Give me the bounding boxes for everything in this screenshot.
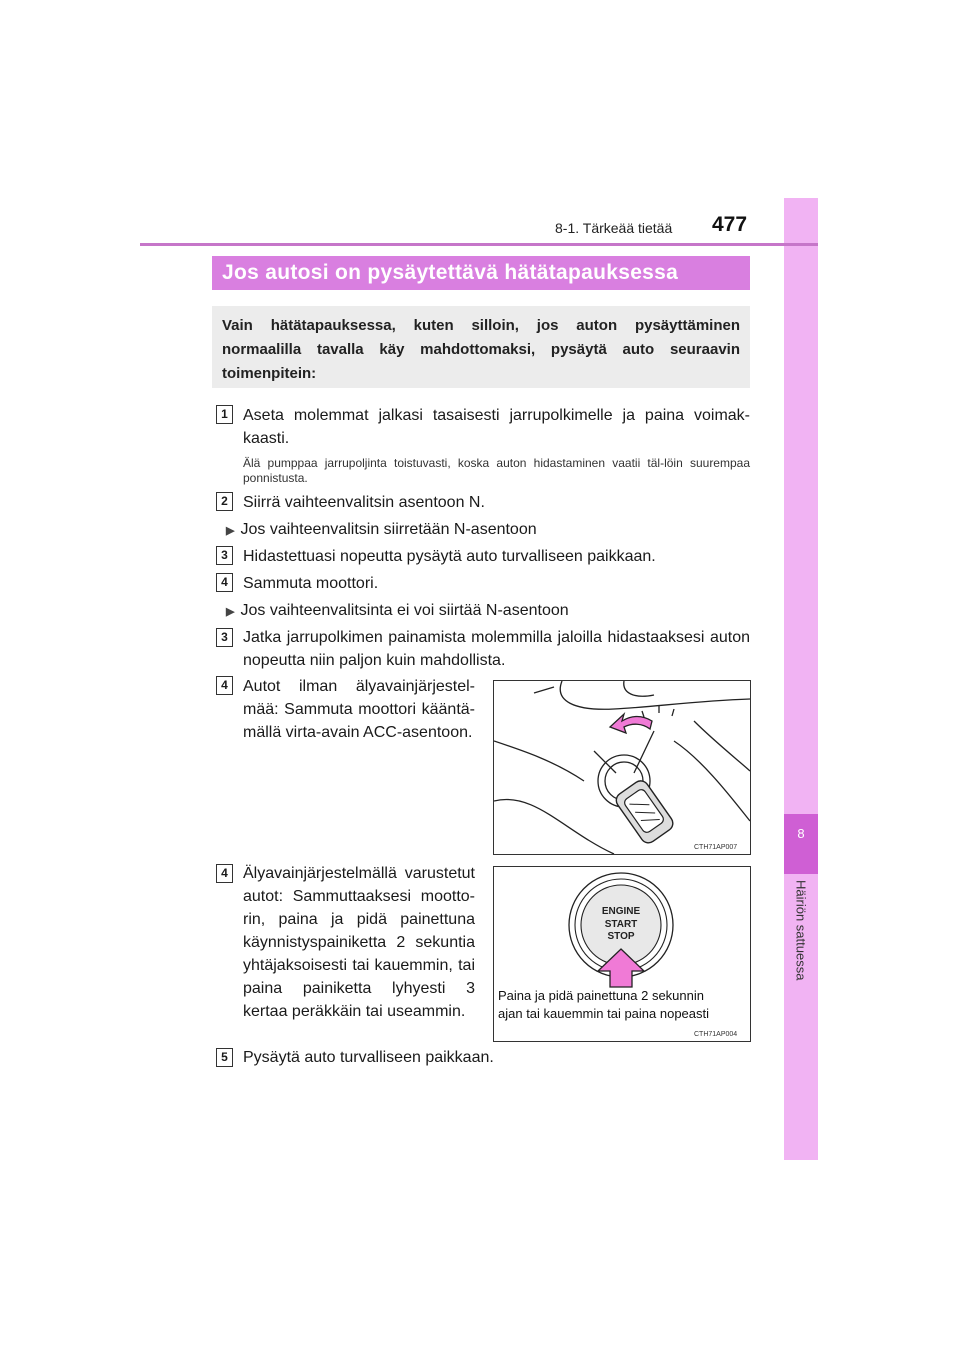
step-text: Aseta molemmat jalkasi tasaisesti jarrupolkimelle ja paina voimak-kaasti. (243, 407, 750, 447)
condition-text: Jos vaihteenvalitsinta ei voi siirtää N-asentoon (240, 602, 569, 619)
step-text: Siirrä vaihteenvalitsin asentoon N. (243, 494, 485, 511)
step-number: 3 (216, 628, 233, 647)
condition-bullet (226, 599, 569, 624)
step-number: 1 (216, 405, 233, 424)
car-key-icon (613, 778, 676, 846)
chapter-label-wrap (784, 880, 818, 1040)
button-text: ENGINE (601, 906, 641, 917)
condition-bullet (226, 518, 537, 543)
section-title: 8-1. Tärkeää tietää (555, 220, 673, 236)
start-button-figure (493, 866, 751, 1042)
triangle-icon: ▶ (226, 606, 235, 618)
figure-caption: Paina ja pidä painettuna 2 sekunnin (498, 988, 704, 1003)
page-number: 477 (712, 213, 748, 236)
intro-box: Vain hätätapauksessa, kuten silloin, jos auton pysäyttäminen normaalilla tavalla käy mahdottomaksi, pysäytä auto seuraavin toimenpitein: (212, 306, 750, 388)
step-text: Jatka jarrupolkimen painamista molemmilla jaloilla hidastaaksesi auton nopeutta niin paljon kuin mahdollista. (243, 629, 750, 669)
step-number: 5 (216, 1048, 233, 1067)
ignition-illustration (494, 681, 750, 854)
ignition-key-figure (493, 680, 751, 855)
triangle-icon: ▶ (226, 525, 235, 537)
step-text: Älyavainjärjestelmällä varustetut autot: Sammuttaaksesi mootto-rin, paina ja pidä painettuna käynnistyspainiketta 2 sekuntia yhtäjaksoisesti tai kauemmin, tai paina painiketta lyhyesti 3 kertaa peräkkäin tai useammin. (243, 865, 475, 1020)
figure-caption: ajan tai kauemmin tai paina nopeasti (498, 1006, 710, 1021)
page-heading: Jos autosi on pysäytettävä hätätapauksessa (222, 261, 679, 284)
step-number: 4 (216, 573, 233, 592)
chapter-label: Häiriön sattuessa (793, 880, 809, 981)
header-rule (140, 243, 818, 246)
step-note: Älä pumppaa jarrupoljinta toistuvasti, koska auton hidastaminen vaatii täl-löin suurempaa ponnistusta. (243, 456, 750, 485)
step-text: Sammuta moottori. (243, 575, 379, 592)
condition-text: Jos vaihteenvalitsin siirretään N-asentoon (240, 521, 537, 538)
step-text: Autot ilman älyavainjärjestel-mää: Sammuta moottori kääntä-mällä virta-avain ACC-asentoon. (243, 678, 475, 741)
figure-code: CTH71AP004 (694, 1031, 738, 1038)
button-text: STOP (607, 931, 635, 942)
button-text: START (604, 919, 638, 930)
figure-code: CTH71AP007 (694, 844, 738, 851)
step-text: Pysäytä auto turvalliseen paikkaan. (243, 1049, 494, 1066)
chapter-tab[interactable] (784, 814, 818, 874)
step-number: 3 (216, 546, 233, 565)
step-text: Hidastettuasi nopeutta pysäytä auto turvalliseen paikkaan. (243, 548, 656, 565)
start-button-illustration (494, 867, 750, 1041)
step-number: 4 (216, 676, 233, 695)
chapter-number: 8 (797, 826, 805, 841)
rotate-arrow-icon (610, 714, 652, 733)
title-band (212, 256, 750, 290)
step-number: 4 (216, 864, 233, 883)
step-number: 2 (216, 492, 233, 511)
